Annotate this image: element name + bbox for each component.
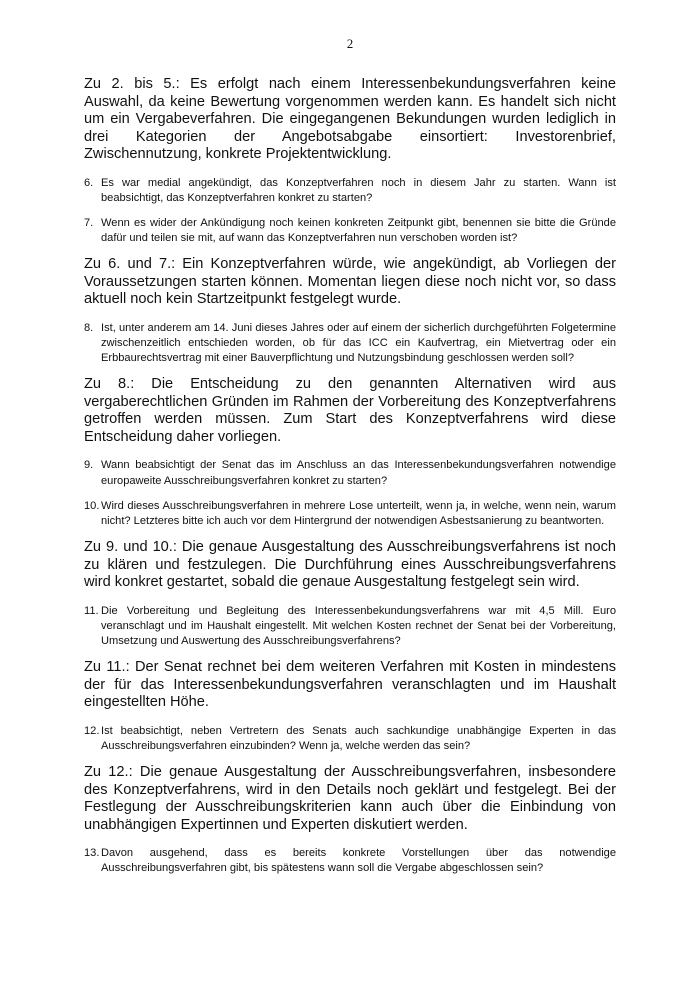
question-8 (84, 321, 616, 367)
question-number: 11. (84, 604, 99, 617)
question-text: Wann beabsichtigt der Senat das im Anschluss an das Interessenbekundungsverfahren notwendige europaweite Ausschreibungsverfahren konkret zu starten? (101, 459, 616, 487)
question-text: Wenn es wider der Ankündigung noch keinen konkreten Zeitpunkt gibt, benennen sie bitte die Gründe dafür und teilen sie mit, auf wann das Konzeptverfahren nun verschoben worden ist? (101, 216, 616, 245)
question-text: Die Vorbereitung und Begleitung des Interessenbekundungsverfahrens war mit 4,5 Mill. Euro veranschlagt und im Haushalt eingestellt. Mit welchen Kosten rechnet der Senat bei der Vorbereitung, Umsetzung und Auswertung des Ausschreibungsverfahrens? (101, 604, 616, 648)
question-11 (84, 604, 616, 650)
question-text: Davon ausgehend, dass es bereits konkrete Vorstellungen über das notwendige Ausschreibungsverfahren gibt, bis spätestens wann soll die Vergabe abgeschlossen sein? (101, 847, 616, 875)
question-number: 7. (84, 216, 94, 229)
answer-12: Zu 12.: Die genaue Ausgestaltung der Ausschreibungsverfahren, insbesondere des Konzeptverfahrens, wird in den Details noch geklärt und festgelegt. Bei der Festlegung der Ausschreibungskriterien kann auch über die Einbindung von unabhängigen Expertinnen und Experten diskutiert werden. (84, 764, 616, 833)
question-number: 9. (84, 459, 94, 472)
question-10 (84, 499, 616, 529)
question-text: Ist beabsichtigt, neben Vertretern des Senats auch sachkundige unabhängige Experten in das Ausschreibungsverfahren einzubinden? Wenn ja, welche werden das sein? (101, 724, 616, 753)
question-text: Ist, unter anderem am 14. Juni dieses Jahres oder auf einem der sicherlich durchgeführten Folgetermine zwischenzeitlich entschieden worden, ob für das ICC ein Kaufvertrag, ein Mietvertrag oder ein Erbbaurechtsvertrag mit einer Bauverpflichtung und Nutzungsbindung geschlossen werden soll? (101, 321, 616, 365)
question-number: 10. (84, 499, 100, 512)
question-7 (84, 216, 616, 246)
question-number: 6. (84, 176, 94, 189)
answer-9-10: Zu 9. und 10.: Die genaue Ausgestaltung des Ausschreibungsverfahrens ist noch zu klären und festzulegen. Die Durchführung eines Ausschreibungsverfahrens wird konkret gestartet, sobald die genaue Ausgestaltung festgelegt sein wird. (84, 539, 616, 591)
question-number: 13. (84, 847, 100, 860)
question-13 (84, 846, 616, 876)
question-text: Wird dieses Ausschreibungsverfahren in mehrere Lose unterteilt, wenn ja, in welche, wenn nein, warum nicht? Letzteres bitte ich auch vor dem Hintergrund der notwendigen Asbestsanierung zu beantworten. (101, 499, 616, 528)
answer-6-7: Zu 6. und 7.: Ein Konzeptverfahren würde, wie angekündigt, ab Vorliegen der Voraussetzungen starten können. Momentan liegen diese noch nicht vor, so dass aktuell noch kein Startzeitpunkt festgelegt wurde. (84, 256, 616, 308)
document-body (84, 76, 616, 887)
question-6 (84, 176, 616, 206)
answer-8: Zu 8.: Die Entscheidung zu den genannten Alternativen wird aus vergaberechtlichen Gründen im Rahmen der Vorbereitung des Konzeptverfahrens getroffen werden müssen. Zum Start des Konzeptverfahrens wird diese Entscheidung daher vorliegen. (84, 376, 616, 445)
answer-2-5: Zu 2. bis 5.: Es erfolgt nach einem Interessenbekundungsverfahren keine Auswahl, da keine Bewertung vorgenommen werden kann. Es handelt sich nicht um ein Vergabeverfahren. Die eingegangenen Bekundungen wurden lediglich in drei Kategorien der Angebotsabgabe einsortiert: Investorenbrief, Zwischennutzung, konkrete Projektentwicklung. (84, 76, 616, 162)
answer-11: Zu 11.: Der Senat rechnet bei dem weiteren Verfahren mit Kosten in mindestens der für das Interessenbekundungsverfahren veranschlagten und im Haushalt eingestellten Höhe. (84, 659, 616, 711)
question-12 (84, 724, 616, 754)
question-text: Es war medial angekündigt, das Konzeptverfahren noch in diesem Jahr zu starten. Wann ist beabsichtigt, das Konzeptverfahren konkret zu starten? (101, 176, 616, 204)
question-number: 8. (84, 321, 94, 334)
question-9 (84, 458, 616, 488)
page-number: 2 (346, 36, 354, 51)
question-number: 12. (84, 724, 100, 737)
